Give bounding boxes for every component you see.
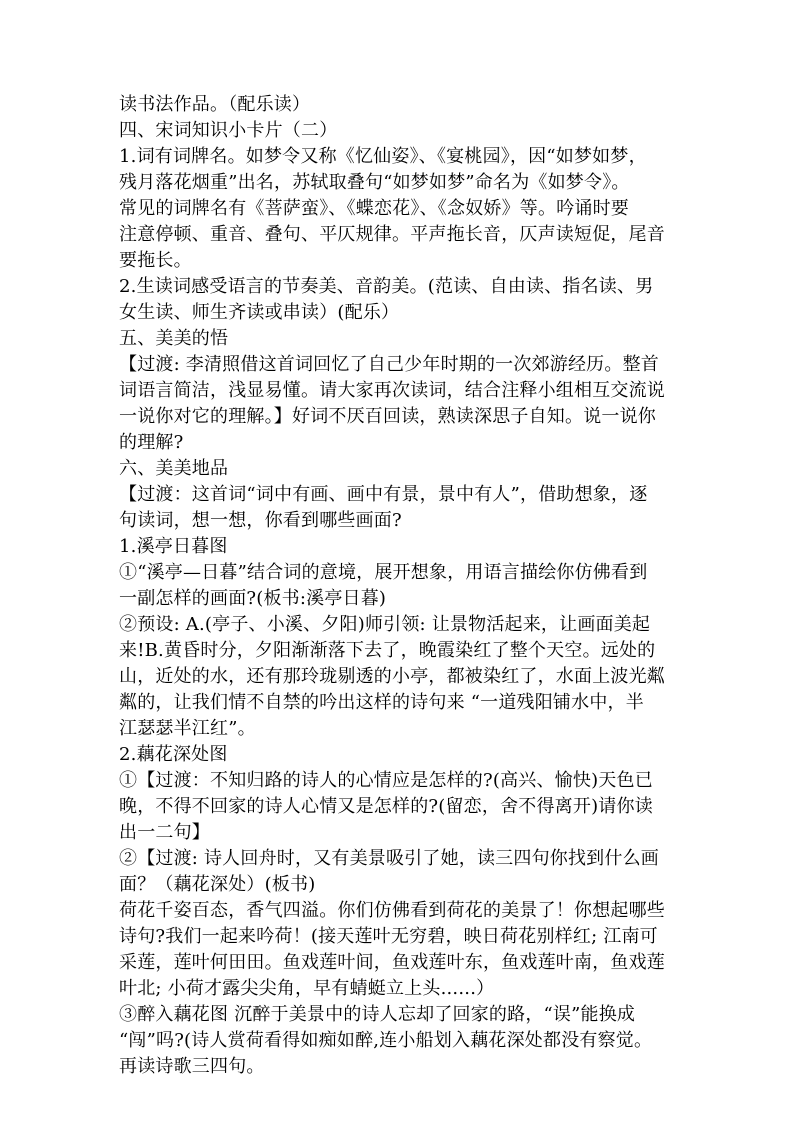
text-line: 要拖长。 bbox=[119, 250, 192, 271]
text-line: 句读词，想一想，你看到哪些画面? bbox=[119, 510, 402, 531]
text-line: 采莲，莲叶何田田。鱼戏莲叶间，鱼戏莲叶东，鱼戏莲叶南，鱼戏莲 bbox=[119, 952, 665, 973]
text-line: ③醉入藕花图 沉醉于美景中的诗人忘却了回家的路，“误”能换成 bbox=[119, 1004, 636, 1025]
text-line: 女生读、师生齐读或串读）(配乐） bbox=[119, 302, 400, 323]
text-line: ①“溪亭—日暮”结合词的意境，展开想象，用语言描绘你仿佛看到 bbox=[119, 562, 648, 583]
subsection-heading: 2.藕花深处图 bbox=[119, 744, 228, 765]
section-heading: 五、美美的悟 bbox=[119, 328, 229, 349]
text-line: 一说你对它的理解。】好词不厌百回读，熟读深思子自知。说一说你 bbox=[119, 406, 656, 427]
text-line: ②预设: A.(亭子、小溪、夕阳)师引领: 让景物活起来，让画面美起 bbox=[119, 614, 651, 635]
text-line: ①【过渡：不知归路的诗人的心情应是怎样的?(高兴、愉快)天色已 bbox=[119, 770, 653, 791]
text-line: 1.词有词牌名。如梦令又称《忆仙姿》、《宴桃园》，因“如梦如梦， bbox=[119, 146, 647, 167]
text-line: 粼的，让我们情不自禁的吟出这样的诗句来 “一道残阳铺水中，半 bbox=[119, 692, 644, 713]
text-line: 一副怎样的画面?(板书:溪亭日暮) bbox=[119, 588, 387, 609]
text-line: 面？（藕花深处）(板书) bbox=[119, 874, 316, 895]
text-line: 出一二句】 bbox=[119, 822, 210, 843]
text-line: 常见的词牌名有《菩萨蛮》、《蝶恋花》、《念奴娇》等。吟诵时要 bbox=[119, 198, 629, 219]
text-line: 【过渡：这首词“词中有画、画中有景，景中有人”，借助想象，逐 bbox=[119, 484, 648, 505]
text-line: 词语言简洁，浅显易懂。请大家再次读词，结合注释小组相互交流说 bbox=[119, 380, 665, 401]
text-line: 注意停顿、重音、叠句、平仄规律。平声拖长音，仄声读短促，尾音 bbox=[119, 224, 665, 245]
text-line: “闯”吗?(诗人赏荷看得如痴如醉,连小船划入藕花深处都没有察觉。 bbox=[119, 1030, 653, 1051]
text-line: 荷花千姿百态，香气四溢。你们仿佛看到荷花的美景了！你想起哪些 bbox=[119, 900, 665, 921]
text-line: 山，近处的水，还有那玲珑剔透的小亭，都被染红了，水面上波光粼 bbox=[119, 666, 665, 687]
document-body bbox=[119, 92, 691, 1080]
text-line: 2.生读词感受语言的节奏美、音韵美。(范读、自由读、指名读、男 bbox=[119, 276, 654, 297]
text-line: 【过渡: 李清照借这首词回忆了自己少年时期的一次郊游经历。整首 bbox=[119, 354, 659, 375]
text-line: 残月落花烟重”出名，苏轼取叠句“如梦如梦”命名为《如梦令》。 bbox=[119, 172, 630, 193]
text-line: 诗句?我们一起来吟荷！(接天莲叶无穷碧，映日荷花别样红; 江南可 bbox=[119, 926, 658, 947]
text-line: 再读诗歌三四句。 bbox=[119, 1056, 265, 1077]
section-heading: 四、宋词知识小卡片（二） bbox=[119, 120, 338, 141]
text-line: ②【过渡: 诗人回舟时，又有美景吸引了她，读三四句你找到什么画 bbox=[119, 848, 659, 869]
section-heading: 六、美美地品 bbox=[119, 458, 229, 479]
text-line: 江瑟瑟半江红”。 bbox=[119, 718, 256, 739]
text-line: 来!B.黄昏时分，夕阳渐渐落下去了，晚霞染红了整个天空。远处的 bbox=[119, 640, 656, 661]
text-line: 的理解? bbox=[119, 432, 184, 453]
text-line: 读书法作品。（配乐读） bbox=[119, 94, 311, 115]
text-line: 叶北; 小荷才露尖尖角，早有蜻蜓立上头......） bbox=[119, 978, 495, 999]
subsection-heading: 1.溪亭日暮图 bbox=[119, 536, 228, 557]
text-line: 晚，不得不回家的诗人心情又是怎样的?(留恋，舍不得离开)请你读 bbox=[119, 796, 653, 817]
